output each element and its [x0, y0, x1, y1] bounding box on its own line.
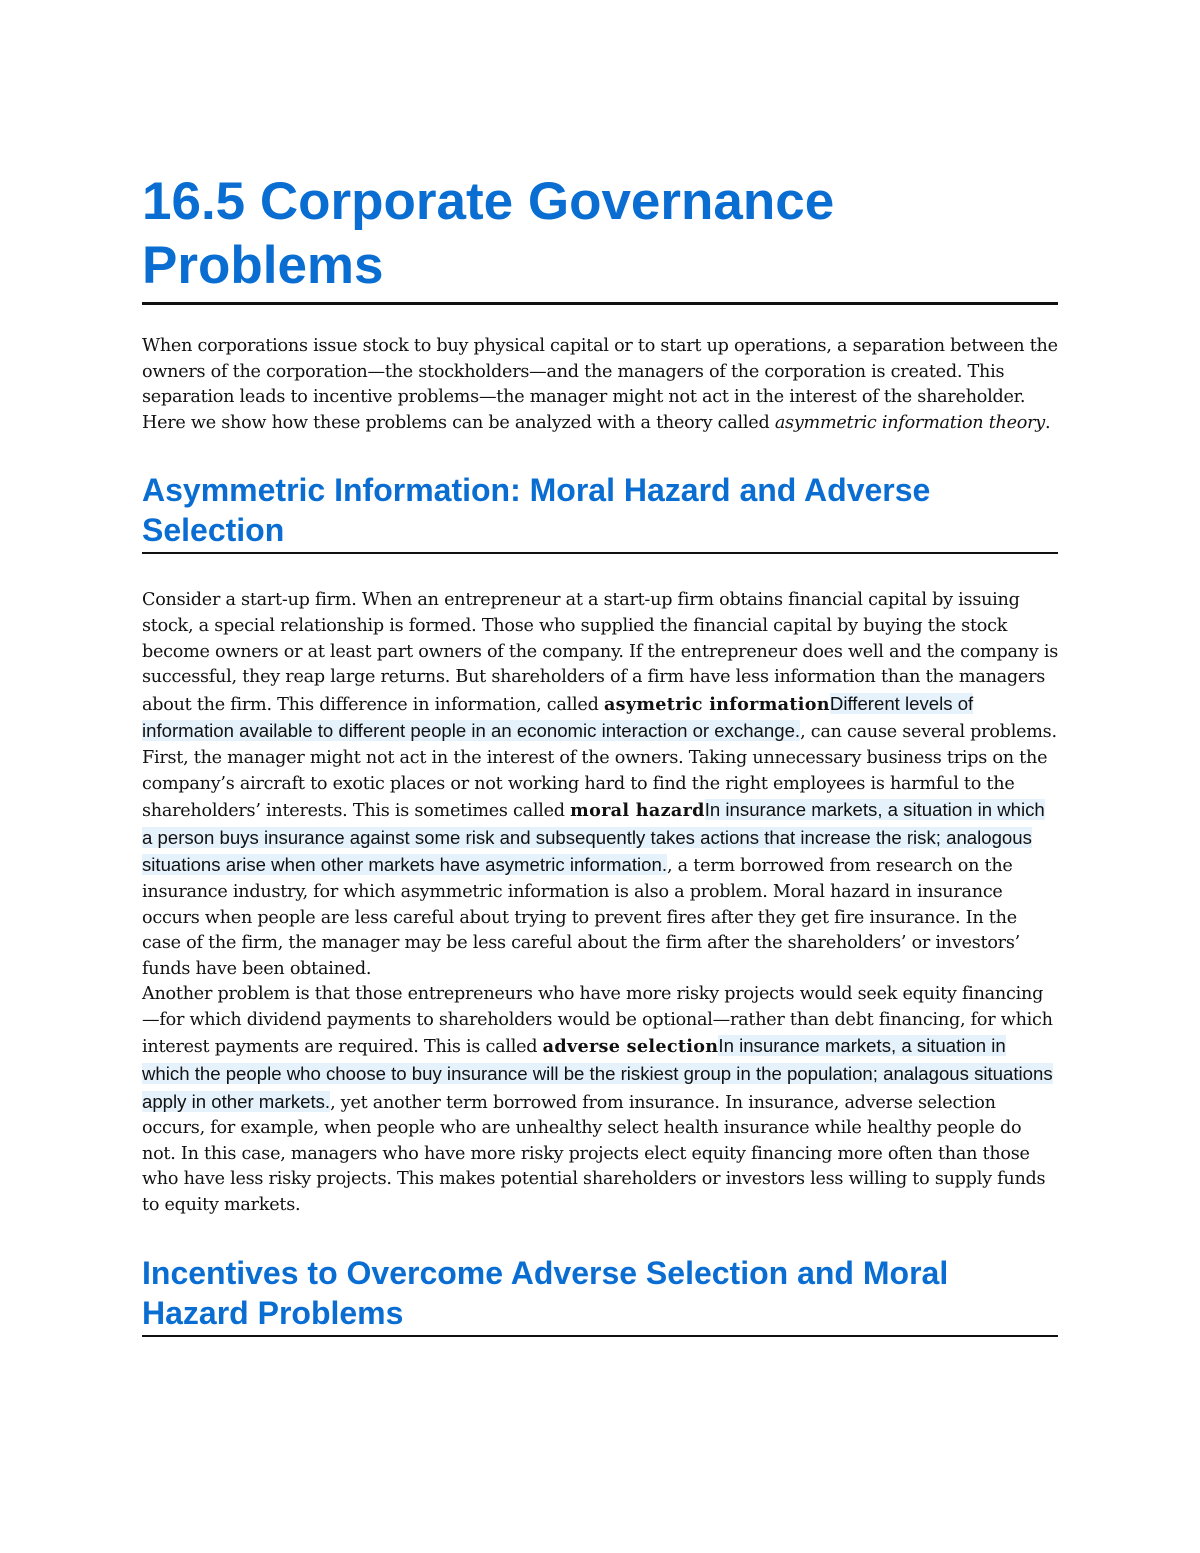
text-segment: , can cause several problems. First, the manager might not act in the interest of the owners. Taking unnecessary business trips on the company’s aircraft to exotic places or not working hard to find the right employees is harmful to the shareholders’ interests. This is sometimes called: [142, 722, 1057, 822]
glossary-definition: In insurance markets, a situation in which a person buys insurance against some risk and subsequently takes actions that increase the risk; analogous situations arise when other markets have asymetric information.: [142, 799, 1045, 876]
term-adverse-selection: adverse selection: [542, 1036, 719, 1058]
glossary-definition: Different levels of information available to different people in an economic interaction or exchange.: [142, 692, 974, 742]
page-title: 16.5 Corporate Governance Problems: [142, 170, 1058, 305]
glossary-definition: In insurance markets, a situation in which the people who choose to buy insurance will be the riskiest group in the population; analagous situations apply in other markets.: [142, 1035, 1053, 1112]
intro-emphasis: asymmetric information theory: [774, 412, 1045, 433]
text-segment: Consider a start-up firm. When an entrepreneur at a start-up firm obtains financial capital by issuing stock, a special relationship is formed. Those who supplied the financial capital by buying the stock become owners or at least part owners of the company. If the entrepreneur does well and the company is successful, they reap large returns. But shareholders of a firm have less information than the managers about the firm. This difference in information, called: [142, 590, 1058, 715]
document-page: [142, 170, 1058, 1337]
intro-text: When corporations issue stock to buy physical capital or to start up operations, a separation between the owners of the corporation—the stockholders—and the managers of the corporation is created. This separation leads to incentive problems—the manager might not act in the interest of the shareholder. Here we show how these problems can be analyzed with a theory called: [142, 336, 1058, 433]
term-moral-hazard: moral hazard: [570, 800, 705, 822]
intro-end: .: [1044, 412, 1051, 433]
text-segment: , yet another term borrowed from insurance. In insurance, adverse selection occurs, for example, when people who are unhealthy select health insurance while healthy people do not. In this case, managers who have more risky projects elect equity financing more often than those who have less risky projects. This makes potential shareholders or investors less willing to supply funds to equity markets.: [142, 1092, 1046, 1216]
adverse-selection-paragraph: [142, 982, 1058, 1218]
text-segment: Another problem is that those entrepreneurs who have more risky projects would seek equity financing—for which dividend payments to shareholders would be optional—rather than debt financing, for which interest payments are required. This is called: [142, 984, 1053, 1058]
intro-paragraph: [142, 334, 1058, 436]
term-asymetric-information: asymetric information: [603, 693, 830, 715]
startup-paragraph: [142, 588, 1058, 982]
section-heading-incentives: Incentives to Overcome Adverse Selection and Moral Hazard Problems: [142, 1253, 1058, 1337]
text-segment: , a term borrowed from research on the insurance industry, for which asymmetric information is also a problem. Moral hazard in insurance occurs when people are less careful about trying to prevent fires after they get fire insurance. In the case of the firm, the manager may be less careful about the firm after the shareholders’ or investors’ funds have been obtained.: [142, 856, 1020, 979]
section-heading-asymmetric-information: Asymmetric Information: Moral Hazard and Adverse Selection: [142, 470, 1058, 554]
